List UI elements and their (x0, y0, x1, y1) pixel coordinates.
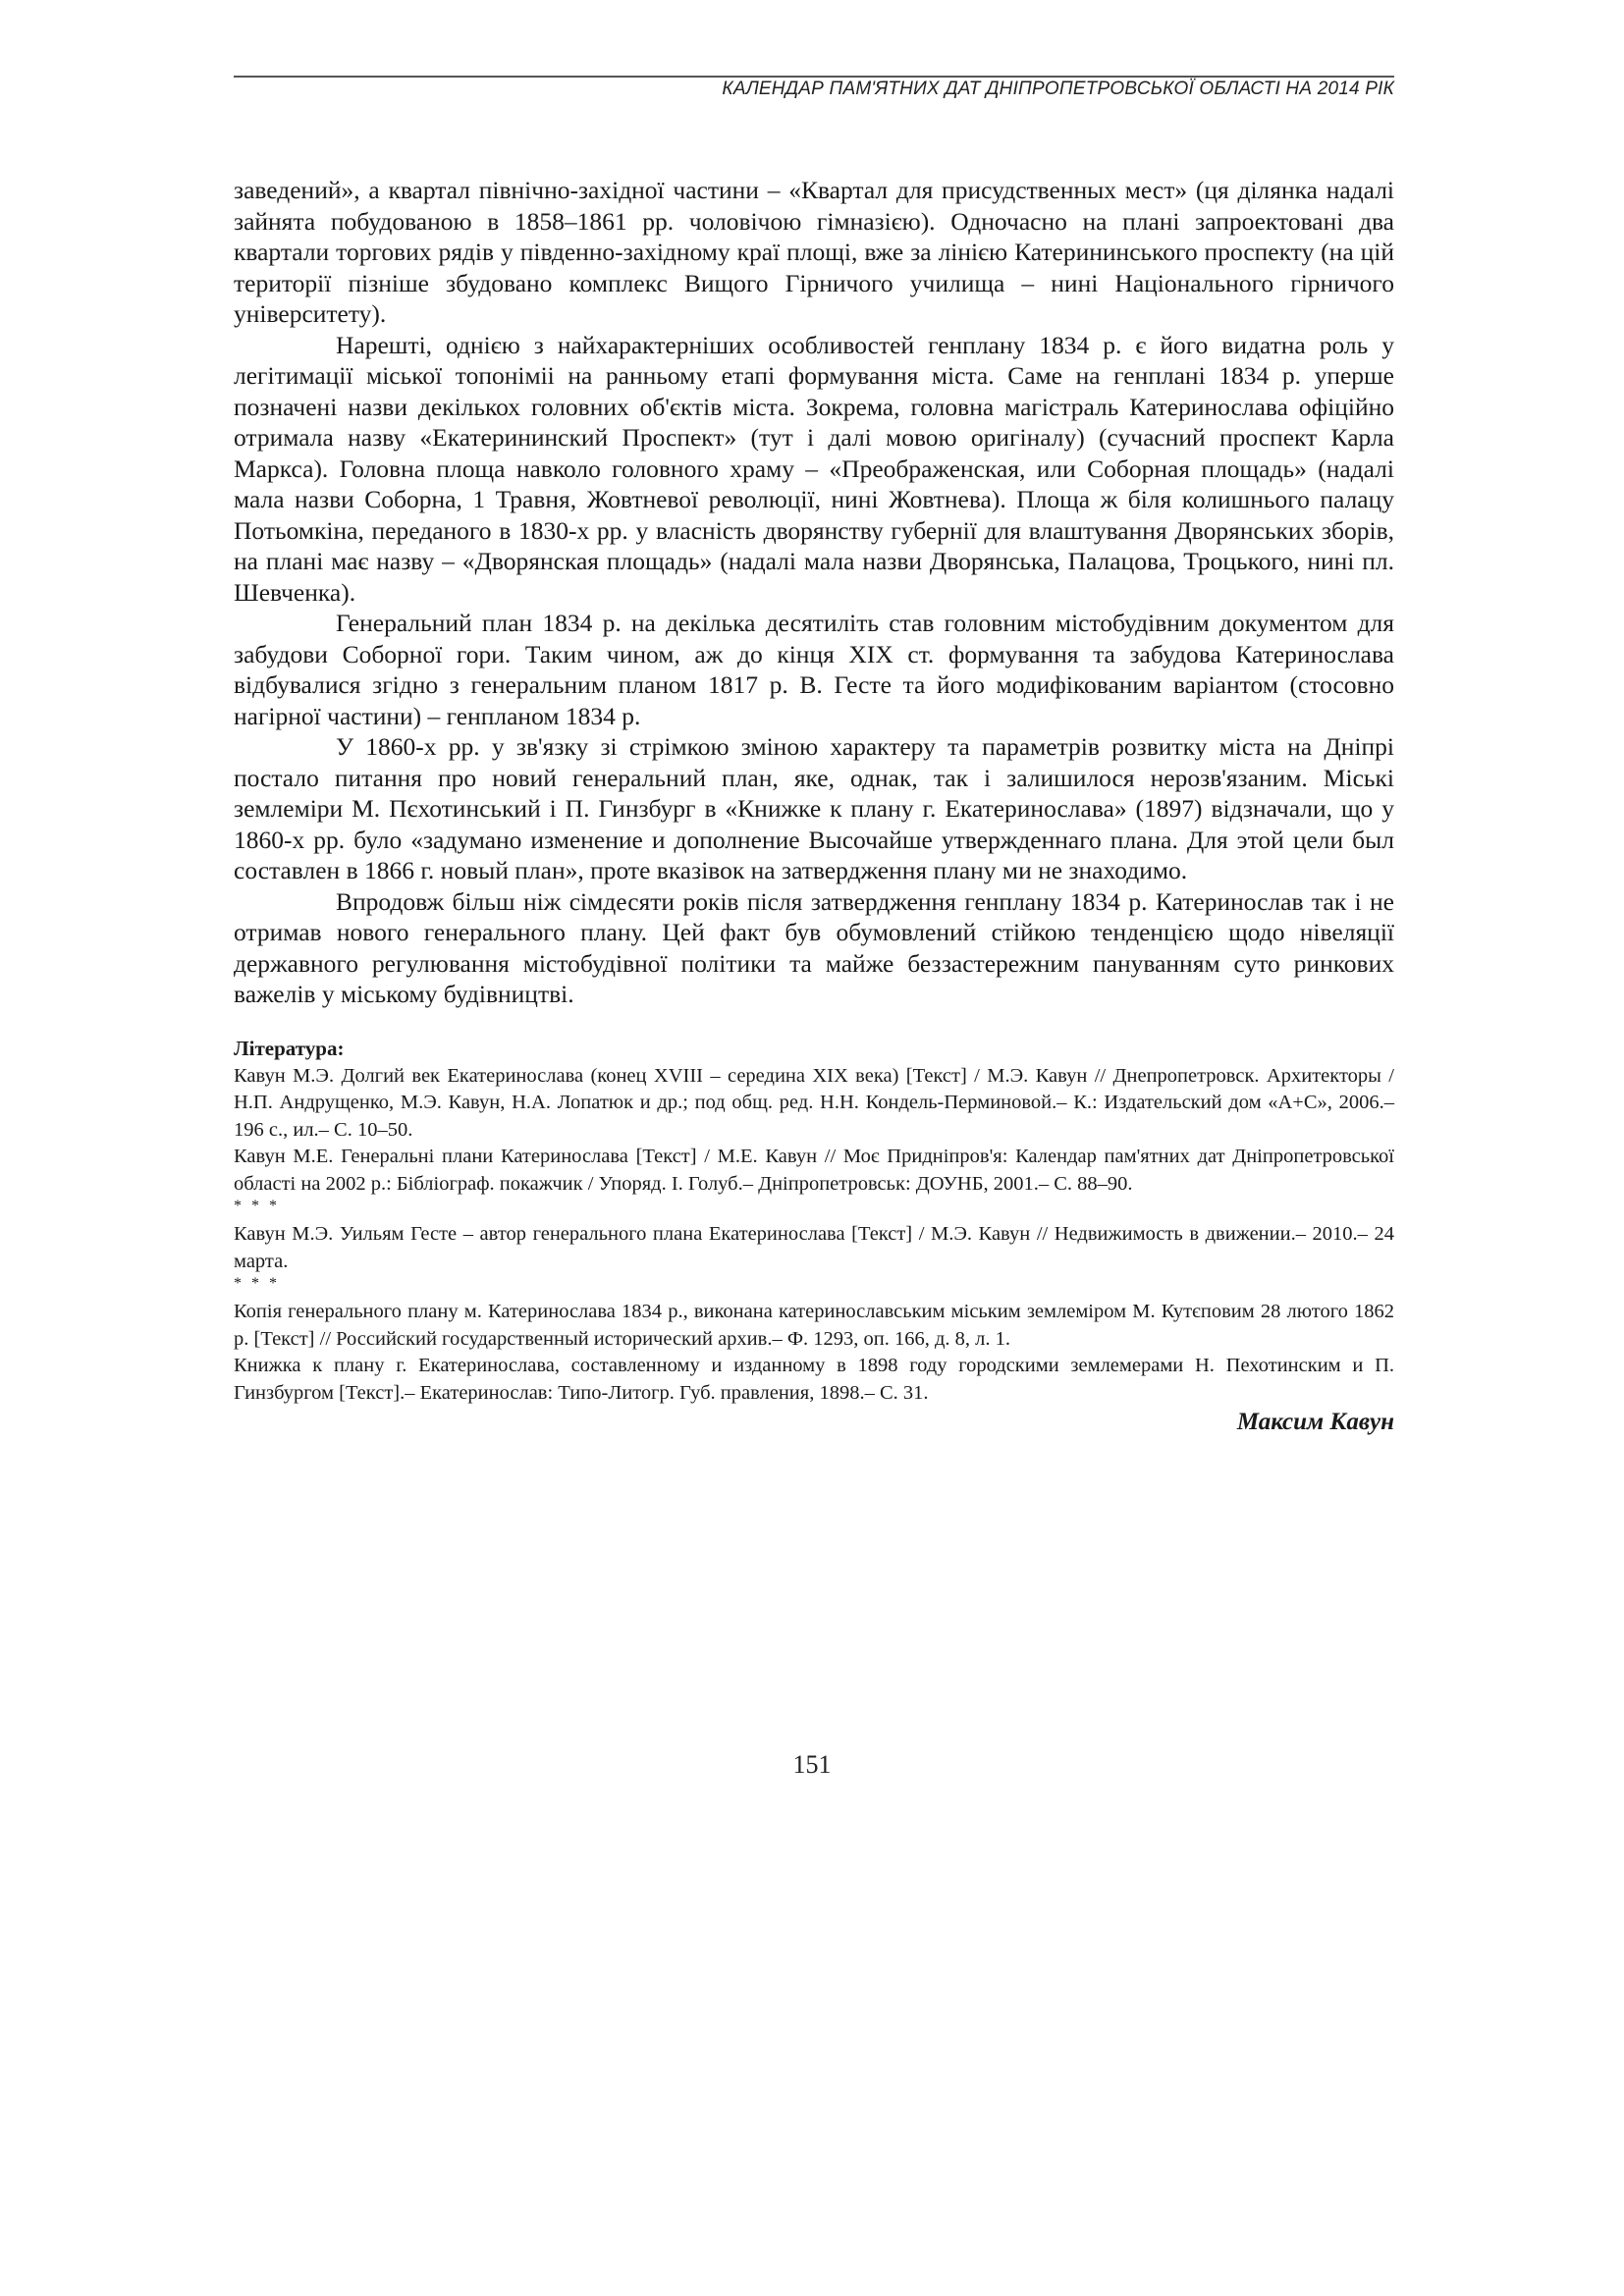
body-paragraph-2: Нарешті, однією з найхарактерніших особливостей генплану 1834 р. є його видатна роль у легітимації міської топоніміі на ранньому етапі формування міста. Саме на генплані 1834 р. уперше позначені назви декількох головних об'єктів міста. Зокрема, головна магістраль Катеринослава офіційно отримала назву «Екатерининский Проспект» (тут і далі мовою оригіналу) (сучасний проспект Карла Маркса). Головна площа навколо головного храму – «Преображенская, или Соборная площадь» (надалі мала назви Соборна, 1 Травня, Жовтневої революції, нині Жовтнева). Площа ж біля колишнього палацу Потьомкіна, переданого в 1830-х рр. у власність дворянству губернії для влаштування Дворянських зборів, на плані має назву – «Дворянская площадь» (надалі мала назви Дворянська, Палацова, Троцького, нині пл. Шевченка). (234, 330, 1394, 607)
literature-item-5: Книжка к плану г. Екатеринослава, составленному и изданному в 1898 году городскими землемерами Н. Пехотинским и П. Гинзбургом [Текст].– Екатеринослав: Типо-Литогр. Губ. правления, 1898.– С. 31. (234, 1355, 1394, 1404)
body-paragraph-4: У 1860-х рр. у зв'язку зі стрімкою зміною характеру та параметрів розвитку міста на Дніпрі постало питання про новий генеральний план, яке, однак, так і залишилося нерозв'язаним. Міські землеміри М. Пєхотинський і П. Гинзбург в «Книжке к плану г. Екатеринослава» (1897) відзначали, що у 1860-х рр. було «задумано изменение и дополнение Высочайше утвержденнаго плана. Для этой цели был составлен в 1866 г. новый план», проте вказівок на затвердження плану ми не знаходимо. (234, 732, 1394, 884)
running-header: КАЛЕНДАР ПАМ'ЯТНИХ ДАТ ДНІПРОПЕТРОВСЬКОЇ ОБЛАСТІ НА 2014 РІК (722, 79, 1394, 99)
page-content (234, 175, 1394, 1438)
page-number: 151 (792, 1750, 832, 1779)
header-rule (234, 76, 1394, 78)
literature-heading: Література: (234, 1036, 345, 1060)
literature-separator-1: * * * (234, 1198, 280, 1214)
literature-item-3: Кавун М.Э. Уильям Гесте – автор генерального плана Екатеринослава [Текст] / М.Э. Кавун // Недвижимость в движении.– 2010.– 24 марта. (234, 1223, 1394, 1272)
literature-item-4: Копія генерального плану м. Катеринослава 1834 р., виконана катеринославським міським землеміром М. Кутєповим 28 лютого 1862 р. [Текст] // Российский государственный исторический архив.– Ф. 1293, оп. 166, д. 8, л. 1. (234, 1301, 1394, 1350)
literature-item-1: Кавун М.Э. Долгий век Екатеринослава (конец XVIII – середина XIX века) [Текст] / М.Э. Кавун // Днепропетровск. Архитекторы / Н.П. Андрущенко, М.Э. Кавун, Н.А. Лопатюк и др.; под общ. ред. Н.Н. Кондель-Перминовой.– К.: Издательский дом «А+С», 2006.– 196 с., ил.– С. 10–50. (234, 1064, 1394, 1141)
body-paragraph-1: заведений», а квартал північно-західної частини – «Квартал для присудственных мест» (ця ділянка надалі зайнята побудованою в 1858–1861 рр. чоловічою гімназією). Одночасно на плані запроектовані два квартали торгових рядів у південно-західному краї площі, вже за лінією Катерининського проспекту (на цій території пізніше збудовано комплекс Вищого Гірничого училища – нині Національного гірничого університету). (234, 176, 1394, 328)
literature-item-2: Кавун М.Е. Генеральні плани Катеринослава [Текст] / М.Е. Кавун // Моє Придніпров'я: Календар пам'ятних дат Дніпропетровської області на 2002 р.: Бібліограф. покажчик / Упоряд. І. Голуб.– Дніпропетровськ: ДОУНБ, 2001.– С. 88–90. (234, 1146, 1394, 1195)
body-paragraph-5: Впродовж більш ніж сімдесяти років після затвердження генплану 1834 р. Катеринослав так і не отримав нового генерального плану. Цей факт був обумовлений стійкою тенденцією щодо нівеляції державного регулювання містобудівної політики та майже беззастережним пануванням суто ринкових важелів у міському будівництві. (234, 886, 1394, 1008)
body-paragraph-3: Генеральний план 1834 р. на декілька десятиліть став головним містобудівним документом для забудови Соборної гори. Таким чином, аж до кінця XIX ст. формування та забудова Катеринослава відбувалися згідно з генеральним планом 1817 р. В. Гесте та його модифікованим варіантом (стосовно нагірної частини) – генпланом 1834 р. (234, 609, 1394, 730)
literature-section (234, 1036, 1394, 1408)
author-signature: Максим Кавун (1236, 1409, 1394, 1435)
literature-separator-2: * * * (234, 1275, 280, 1292)
